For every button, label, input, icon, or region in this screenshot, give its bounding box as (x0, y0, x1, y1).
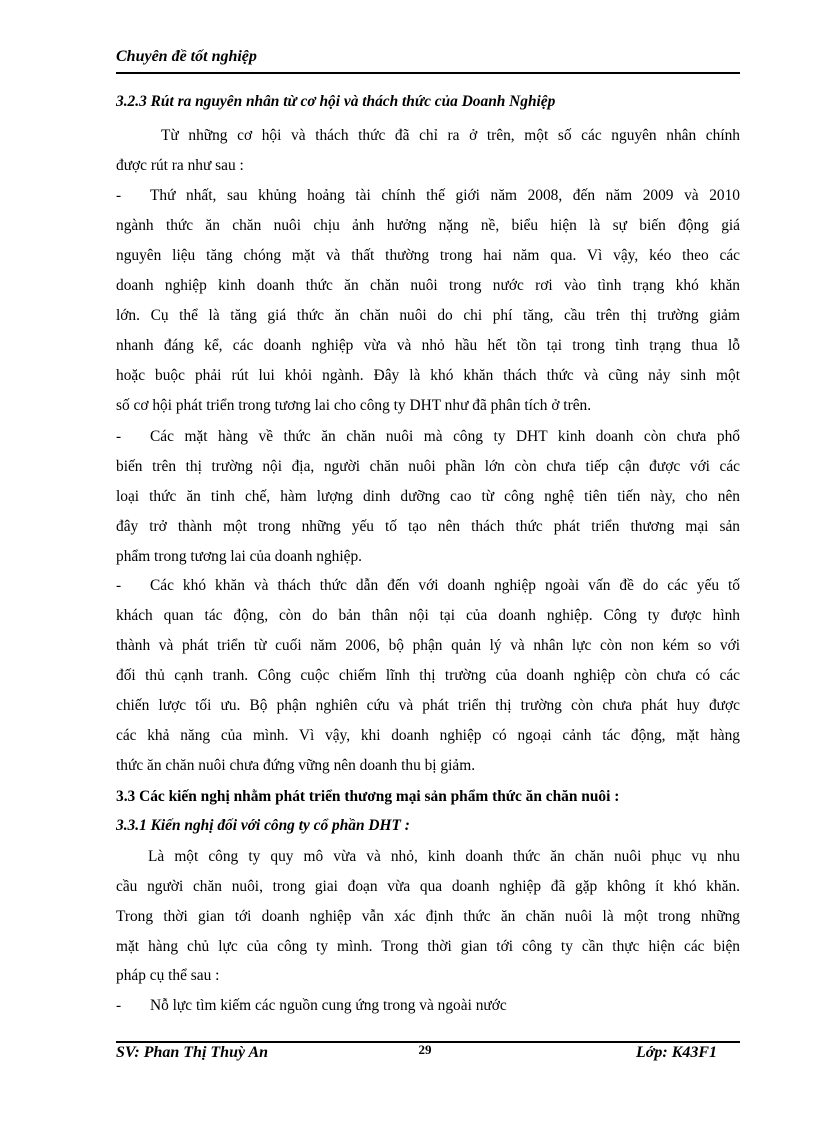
bullet-line (116, 996, 740, 1016)
paragraph-line: thành và phát triển từ cuối năm 2006, bộ phận quản lý và nhân lực còn non kém so với (116, 637, 740, 654)
paragraph-line: các khả năng của mình. Vì vậy, khi doanh nghiệp có ngoại cảnh tác động, mặt hàng (116, 727, 740, 744)
paragraph-line: mặt hàng chủ lực của công ty mình. Trong thời gian tới công ty cần thực hiện các biện (116, 938, 740, 955)
bullet-dash: - (116, 997, 122, 1014)
paragraph-line: nguyên liệu tăng chóng mặt và thất thường trong hai năm qua. Vì vậy, kéo theo các (116, 247, 740, 264)
paragraph-line: Trong thời gian tới doanh nghiệp vẫn xác định thức ăn chăn nuôi là một trong những (116, 908, 740, 925)
bullet-line (116, 576, 740, 596)
paragraph-line: cầu người chăn nuôi, trong giai đoạn vừa qua doanh nghiệp đã gặp không ít khó khăn. (116, 878, 740, 895)
paragraph-line: doanh nghiệp kinh doanh thức ăn chăn nuôi trong nước rơi vào tình trạng khó khăn (116, 277, 740, 294)
footer-student-name: SV: Phan Thị Thuỳ An (116, 1044, 269, 1061)
paragraph-line: hoặc buộc phải rút lui khỏi ngành. Đây là khó khăn thách thức và cũng nảy sinh một (116, 367, 740, 384)
bullet-text: Thứ nhất, sau khủng hoảng tài chính thế giới năm 2008, đến năm 2009 và 2010 (150, 187, 740, 204)
bullet-text: Nỗ lực tìm kiếm các nguồn cung ứng trong và ngoài nước (150, 997, 507, 1014)
section-heading-3-2-3: 3.2.3 Rút ra nguyên nhân từ cơ hội và thách thức của Doanh Nghiệp (116, 93, 556, 110)
paragraph-line: chiến lược tối ưu. Bộ phận nghiên cứu và phát triển thị trường còn chưa phát huy được (116, 697, 740, 714)
paragraph-line: đối thủ cạnh tranh. Công cuộc chiếm lĩnh thị trường của doanh nghiệp còn chưa có các (116, 667, 740, 684)
paragraph-line: pháp cụ thể sau : (116, 967, 220, 984)
paragraph-line: khách quan tác động, còn do bản thân nội tại của doanh nghiệp. Công ty được hình (116, 607, 740, 624)
paragraph-line: phẩm trong tương lai của doanh nghiệp. (116, 548, 363, 565)
section-heading-3-3-1: 3.3.1 Kiến nghị đối với công ty cổ phần DHT : (116, 817, 410, 834)
document-header-title: Chuyên đề tốt nghiệp (116, 48, 257, 65)
paragraph-line: đây trở thành một trong những yếu tố tạo nên thách thức phát triển thương mại sản (116, 518, 740, 535)
paragraph-line: nhanh đáng kể, các doanh nghiệp vừa và nhỏ hầu hết tồn tại trong tình trạng thua lỗ (116, 337, 740, 354)
paragraph-line: lớn. Cụ thể là tăng giá thức ăn chăn nuôi do chi phí tăng, cầu trên thị trường giảm (116, 307, 740, 324)
header-rule (116, 72, 740, 74)
paragraph-line: Là một công ty quy mô vừa và nhỏ, kinh doanh thức ăn chăn nuôi phục vụ nhu (148, 848, 740, 865)
bullet-dash: - (116, 187, 122, 204)
paragraph-line: biến trên thị trường nội địa, người chăn nuôi phần lớn còn chưa tiếp cận được với các (116, 458, 740, 475)
paragraph-line: loại thức ăn tinh chế, hàm lượng dinh dưỡng cao từ công nghệ tiên tiến này, cho nên (116, 488, 740, 505)
paragraph-line: được rút ra như sau : (116, 157, 244, 174)
bullet-text: Các mặt hàng về thức ăn chăn nuôi mà công ty DHT kinh doanh còn chưa phổ (150, 428, 740, 445)
paragraph-line: Từ những cơ hội và thách thức đã chỉ ra ở trên, một số các nguyên nhân chính (161, 127, 740, 144)
bullet-line (116, 186, 740, 206)
footer-class-label: Lớp: K43F1 (636, 1044, 718, 1061)
section-heading-3-3: 3.3 Các kiến nghị nhằm phát triển thương mại sản phẩm thức ăn chăn nuôi : (116, 788, 620, 805)
paragraph-line: thức ăn chăn nuôi chưa đứng vững nên doanh thu bị giảm. (116, 757, 476, 774)
bullet-dash: - (116, 428, 122, 445)
page-number: 29 (418, 1042, 432, 1057)
bullet-dash: - (116, 577, 122, 594)
bullet-text: Các khó khăn và thách thức dẫn đến với doanh nghiệp ngoài vấn đề do các yếu tố (150, 577, 740, 594)
bullet-line (116, 427, 740, 447)
paragraph-line: ngành thức ăn chăn nuôi chịu ảnh hưởng nặng nề, biểu hiện là sự biến động giá (116, 217, 740, 234)
paragraph-line: số cơ hội phát triển trong tương lai cho công ty DHT như đã phân tích ở trên. (116, 397, 592, 414)
